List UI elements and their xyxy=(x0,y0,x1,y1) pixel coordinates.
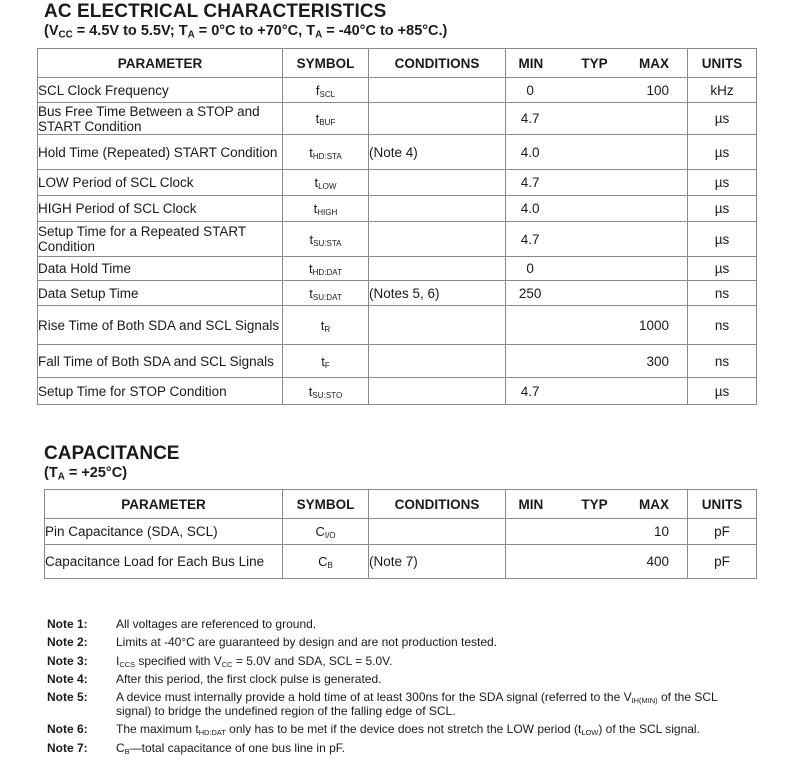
conditions-cell xyxy=(369,519,506,545)
max-value: 400 xyxy=(646,554,669,569)
table-row xyxy=(38,196,757,222)
min-typ-max-cell xyxy=(506,78,688,103)
symbol-base: t xyxy=(315,111,320,126)
units-cell: ns xyxy=(688,306,757,345)
typ-value xyxy=(572,175,620,190)
typ-value xyxy=(572,83,620,98)
symbol-subscript: HD:DAT xyxy=(312,268,342,277)
min-typ-max-cell xyxy=(506,135,688,170)
units-cell: µs xyxy=(688,257,757,281)
symbol-cell xyxy=(283,196,369,222)
table-row xyxy=(45,545,757,579)
units-cell: µs xyxy=(688,170,757,196)
min-typ-max-cell xyxy=(506,196,688,222)
min-value: 4.7 xyxy=(520,111,540,126)
table-row xyxy=(38,257,757,281)
capacitance-section-conditions xyxy=(44,465,127,481)
units-cell: µs xyxy=(688,378,757,405)
symbol-subscript: SU:STA xyxy=(313,238,342,248)
symbol-cell xyxy=(283,378,369,405)
table-row xyxy=(38,78,757,103)
symbol-subscript: BUF xyxy=(319,118,336,127)
subscript: CC xyxy=(221,659,233,669)
capacitance-table xyxy=(44,489,757,579)
header-parameter: PARAMETER xyxy=(38,49,283,78)
parameter-cell: Data Hold Time xyxy=(38,257,283,281)
header-parameter: PARAMETER xyxy=(45,490,283,519)
ac-section-conditions xyxy=(44,23,447,39)
header-min-typ-max xyxy=(506,490,688,519)
table-row xyxy=(38,222,757,257)
table-header-row xyxy=(38,49,757,78)
parameter-cell: SCL Clock Frequency xyxy=(38,78,283,103)
conditions-cell xyxy=(369,78,506,103)
note-label: Note 1: xyxy=(47,617,88,631)
parameter-cell: Setup Time for a Repeated START Condition xyxy=(38,222,283,257)
header-max: MAX xyxy=(639,496,670,512)
header-units: UNITS xyxy=(688,49,757,78)
parameter-cell: Rise Time of Both SDA and SCL Signals xyxy=(38,306,283,345)
capacitance-section-title: CAPACITANCE xyxy=(44,443,180,464)
symbol-subscript: HD:STA xyxy=(312,151,342,161)
text: = 5.0V and SDA, SCL = 5.0V. xyxy=(232,653,393,668)
parameter-cell: Capacitance Load for Each Bus Line xyxy=(45,545,283,579)
header-conditions: CONDITIONS xyxy=(369,490,506,519)
symbol-subscript: SU:DAT xyxy=(312,292,342,302)
note-label: Note 5: xyxy=(47,690,88,705)
min-typ-max-cell xyxy=(506,519,688,545)
typ-value xyxy=(572,384,620,399)
ac-section-title: AC ELECTRICAL CHARACTERISTICS xyxy=(44,1,387,22)
note-text xyxy=(116,722,767,736)
units-cell: ns xyxy=(688,345,757,378)
parameter-cell: Pin Capacitance (SDA, SCL) xyxy=(45,519,283,545)
table-row xyxy=(38,378,757,405)
note-6 xyxy=(47,722,767,736)
note-text xyxy=(116,741,767,755)
ac-characteristics-table xyxy=(37,48,757,405)
subscript: IH(MIN) xyxy=(631,696,658,706)
parameter-cell: Data Setup Time xyxy=(38,281,283,306)
min-typ-max-cell xyxy=(506,306,688,345)
parameter-cell: Bus Free Time Between a STOP and START Condition xyxy=(38,103,283,135)
table-row xyxy=(38,170,757,196)
text: = 0°C to +70°C, T xyxy=(194,23,316,39)
max-value xyxy=(621,232,687,247)
symbol-base: t xyxy=(308,383,313,399)
header-conditions: CONDITIONS xyxy=(369,49,506,78)
max-value: 10 xyxy=(653,524,669,539)
note-label: Note 2: xyxy=(47,635,88,650)
conditions-cell xyxy=(369,196,506,222)
text: The maximum t xyxy=(116,722,199,737)
conditions-cell xyxy=(369,257,506,281)
symbol-subscript: I/O xyxy=(324,531,336,540)
text: = -40°C to +85°C.) xyxy=(322,23,448,39)
text: only has to be met if the device does not stretch the LOW period (t xyxy=(225,722,582,737)
note-5 xyxy=(47,690,767,718)
units-cell: µs xyxy=(688,196,757,222)
subscript: A xyxy=(187,29,195,41)
text: I xyxy=(116,653,120,668)
subscript: HD:DAT xyxy=(198,728,226,738)
header-min: MIN xyxy=(518,55,544,71)
text: specified with V xyxy=(135,653,222,668)
symbol-cell xyxy=(283,281,369,306)
min-value: 4.0 xyxy=(520,144,540,160)
min-typ-max-cell xyxy=(506,345,688,378)
units-cell: pF xyxy=(688,519,757,545)
symbol-cell xyxy=(283,78,369,103)
max-value: 100 xyxy=(646,82,669,98)
units-cell: ns xyxy=(688,281,757,306)
symbol-base: t xyxy=(313,201,318,216)
subscript: LOW xyxy=(581,728,599,738)
text: A device must internally provide a hold time of at least 300ns for the SDA signal (referred to the V xyxy=(116,690,632,705)
min-typ-max-cell xyxy=(506,545,688,579)
header-symbol: SYMBOL xyxy=(283,490,369,519)
symbol-cell xyxy=(283,257,369,281)
max-value xyxy=(621,201,687,216)
conditions-cell: (Note 7) xyxy=(369,545,506,579)
text: C xyxy=(116,740,125,755)
min-typ-max-cell xyxy=(506,257,688,281)
note-4 xyxy=(47,672,767,686)
max-value xyxy=(621,384,687,399)
conditions-cell xyxy=(369,170,506,196)
min-value xyxy=(506,524,572,539)
text: —total capacitance of one bus line in pF. xyxy=(129,740,346,755)
conditions-cell xyxy=(369,103,506,135)
min-typ-max-cell xyxy=(506,103,688,135)
symbol-base: t xyxy=(309,285,313,301)
note-label: Note 4: xyxy=(47,671,88,686)
header-min-typ-max xyxy=(506,49,688,78)
note-label: Note 3: xyxy=(47,653,88,668)
table-row xyxy=(38,103,757,135)
typ-value xyxy=(572,261,620,276)
typ-value xyxy=(572,286,620,301)
typ-value xyxy=(572,554,620,569)
parameter-cell: Fall Time of Both SDA and SCL Signals xyxy=(38,345,283,378)
parameter-cell: Hold Time (Repeated) START Condition xyxy=(38,135,283,170)
note-text: All voltages are referenced to ground. xyxy=(116,617,317,631)
note-label: Note 6: xyxy=(47,722,88,737)
typ-value xyxy=(572,111,620,126)
symbol-cell xyxy=(283,103,369,135)
max-value xyxy=(621,286,687,301)
min-typ-max-cell xyxy=(506,281,688,306)
subscript: B xyxy=(124,746,130,756)
min-value: 4.0 xyxy=(520,201,540,216)
units-cell: µs xyxy=(688,135,757,170)
notes-list xyxy=(47,617,767,759)
symbol-subscript: F xyxy=(324,360,330,370)
min-typ-max-cell xyxy=(506,222,688,257)
typ-value xyxy=(572,524,620,539)
note-7 xyxy=(47,741,767,755)
symbol-subscript: R xyxy=(324,324,331,334)
symbol-cell xyxy=(283,306,369,345)
max-value xyxy=(621,111,687,126)
text: (V xyxy=(44,23,59,39)
symbol-subscript: SU:STO xyxy=(312,390,343,400)
min-value: 4.7 xyxy=(520,383,540,399)
text: = 4.5V to 5.5V; T xyxy=(72,23,188,39)
symbol-subscript: LOW xyxy=(318,182,337,191)
symbol-cell xyxy=(283,135,369,170)
symbol-cell xyxy=(283,545,369,579)
conditions-cell xyxy=(369,222,506,257)
header-typ: TYP xyxy=(581,496,608,512)
header-typ: TYP xyxy=(581,55,608,71)
min-value: 0 xyxy=(526,261,534,276)
max-value xyxy=(621,175,687,190)
symbol-base: f xyxy=(315,82,320,98)
note-text xyxy=(116,690,767,718)
text: ) of the SCL signal. xyxy=(598,722,700,737)
table-row xyxy=(38,306,757,345)
conditions-cell: (Note 4) xyxy=(369,135,506,170)
min-value xyxy=(506,318,572,333)
symbol-base: t xyxy=(309,231,314,247)
symbol-subscript: SCL xyxy=(319,89,336,99)
subscript: CC xyxy=(58,29,73,41)
units-cell: µs xyxy=(688,103,757,135)
header-min: MIN xyxy=(518,496,544,512)
header-units: UNITS xyxy=(688,490,757,519)
symbol-cell xyxy=(283,170,369,196)
conditions-cell xyxy=(369,345,506,378)
symbol-base: t xyxy=(309,144,313,160)
min-typ-max-cell xyxy=(506,170,688,196)
parameter-cell: Setup Time for STOP Condition xyxy=(38,378,283,405)
note-3 xyxy=(47,654,767,668)
symbol-cell xyxy=(283,345,369,378)
conditions-cell xyxy=(369,306,506,345)
subscript: A xyxy=(315,29,323,41)
subscript: A xyxy=(57,471,65,483)
max-value: 1000 xyxy=(638,317,669,333)
conditions-cell xyxy=(369,378,506,405)
min-value xyxy=(506,554,572,569)
text: (T xyxy=(44,465,58,481)
symbol-base: t xyxy=(314,175,319,190)
typ-value xyxy=(572,354,620,369)
min-typ-max-cell xyxy=(506,378,688,405)
table-row xyxy=(38,345,757,378)
typ-value xyxy=(572,318,620,333)
text: of the SCL xyxy=(657,690,718,705)
header-max: MAX xyxy=(639,55,670,71)
table-header-row xyxy=(45,490,757,519)
max-value xyxy=(621,261,687,276)
table-row xyxy=(38,281,757,306)
symbol-base: t xyxy=(309,261,313,276)
min-value: 250 xyxy=(518,285,542,301)
note-text: Limits at -40°C are guaranteed by design and are not production tested. xyxy=(116,635,498,650)
units-cell: kHz xyxy=(688,78,757,103)
note-1 xyxy=(47,617,767,631)
symbol-subscript: HIGH xyxy=(317,208,338,217)
max-value: 300 xyxy=(646,353,669,369)
symbol-base: t xyxy=(320,317,325,333)
table-row xyxy=(45,519,757,545)
symbol-cell xyxy=(283,519,369,545)
symbol-base: C xyxy=(318,554,328,569)
parameter-cell: HIGH Period of SCL Clock xyxy=(38,196,283,222)
note-text xyxy=(116,654,767,668)
parameter-cell: LOW Period of SCL Clock xyxy=(38,170,283,196)
min-value: 4.7 xyxy=(520,175,540,190)
text: signal) to bridge the undefined region of the falling edge of SCL. xyxy=(116,704,456,719)
typ-value xyxy=(572,232,620,247)
note-2 xyxy=(47,635,767,649)
units-cell: pF xyxy=(688,545,757,579)
units-cell: µs xyxy=(688,222,757,257)
header-symbol: SYMBOL xyxy=(283,49,369,78)
symbol-base: C xyxy=(315,524,325,539)
typ-value xyxy=(572,201,620,216)
note-label: Note 7: xyxy=(47,740,88,755)
min-value: 0 xyxy=(526,82,534,98)
min-value xyxy=(506,354,572,369)
max-value xyxy=(621,145,687,160)
conditions-cell: (Notes 5, 6) xyxy=(369,281,506,306)
min-value: 4.7 xyxy=(520,231,540,247)
symbol-base: t xyxy=(321,353,325,369)
subscript: CCS xyxy=(119,659,136,669)
symbol-subscript: B xyxy=(327,561,333,570)
symbol-cell xyxy=(283,222,369,257)
text: = +25°C) xyxy=(64,465,128,481)
typ-value xyxy=(572,145,620,160)
note-text: After this period, the first clock pulse is generated. xyxy=(116,671,382,686)
table-row xyxy=(38,135,757,170)
